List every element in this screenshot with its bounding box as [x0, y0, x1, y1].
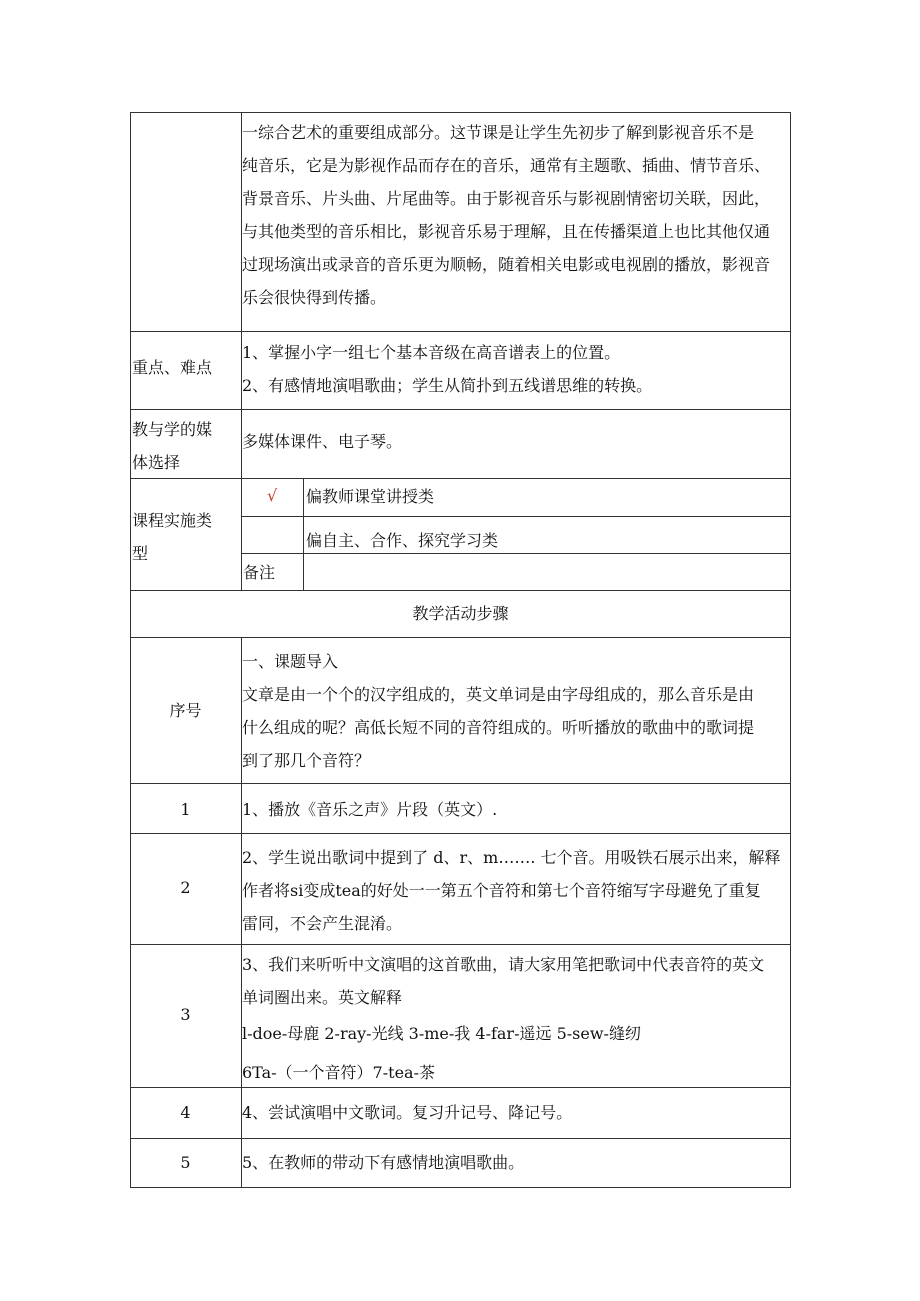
step-content: 1、播放《音乐之声》片段（英文）.	[242, 800, 498, 819]
step-content: 3、我们来听听中文演唱的这首歌曲，请大家用笔把歌词中代表音符的英文 单词圈出来。英文解释 l-doe-母鹿 2-ray-光线 3-me-我 4-far-遥远 5-sew-缝纫 6Ta-（一个音符）7-tea-茶	[242, 955, 765, 1082]
table-left-border	[130, 112, 131, 1188]
step-number: 4	[180, 1103, 191, 1122]
row-divider	[130, 1087, 791, 1088]
step-number: 1	[180, 800, 191, 819]
step-number: 2	[180, 878, 191, 897]
table-right-border	[790, 112, 791, 1188]
course-option-teacher: 偏教师课堂讲授类	[306, 487, 435, 506]
row-divider	[130, 783, 791, 784]
media-label: 教与学的媒 体选择	[132, 420, 213, 472]
lesson-intro-content: 一、课题导入 文章是由一个个的汉字组成的，英文单词是由字母组成的，那么音乐是由 什么组成的呢？高低长短不同的音符组成的。听听播放的歌曲中的歌词提 到了那几个音符？	[242, 652, 755, 770]
row-divider	[130, 637, 791, 638]
course-type-label: 课程实施类 型	[132, 511, 213, 563]
check-mark: √	[267, 486, 278, 505]
key-points-label: 重点、难点	[132, 358, 213, 377]
row-divider	[130, 409, 791, 410]
activity-header: 教学活动步骤	[412, 604, 509, 623]
step-content: 2、学生说出歌词中提到了 d、r、m……. 七个音。用吸铁石展示出来，解释 作者将si变成tea的好处一一第五个音符和第七个音符缩写字母避免了重复 雷同，不会产生混淆。	[242, 848, 781, 933]
row-divider	[130, 478, 791, 479]
table-bottom-border	[130, 1187, 791, 1188]
column-divider	[303, 478, 304, 590]
step-number: 5	[180, 1153, 191, 1172]
step-number: 3	[180, 1005, 191, 1024]
course-option-self-study: 偏自主、合作、探究学习类	[306, 531, 499, 550]
intro-paragraph: 一综合艺术的重要组成部分。这节课是让学生先初步了解到影视音乐不是 纯音乐，它是为影视作品而存在的音乐，通常有主题歌、插曲、情节音乐、 背景音乐、片头曲、片尾曲等。由于影视音乐与影视剧情密切关联，因此， 与其他类型的音乐相比，影视音乐易于理解，且在传播渠道上也比其他仅通 过现场演出或录音的音乐更为顺畅，随着相关电影或电视剧的播放，影视音 乐会很快得到传播。	[242, 123, 771, 307]
row-divider	[130, 590, 791, 591]
row-divider	[241, 516, 791, 517]
media-value: 多媒体课件、电子琴。	[242, 432, 403, 451]
table-top-border	[130, 112, 791, 113]
row-divider	[130, 331, 791, 332]
row-divider	[130, 833, 791, 834]
step-content-clip	[242, 948, 790, 1086]
key-points-content: 1、掌握小字一组七个基本音级在高音谱表上的位置。 2、有感情地演唱歌曲；学生从简扑到五线谱思维的转换。	[242, 343, 653, 395]
sequence-number-header: 序号	[169, 701, 202, 720]
row-divider	[130, 944, 791, 945]
row-divider	[130, 1138, 791, 1139]
step-content: 4、尝试演唱中文歌词。复习升记号、降记号。	[242, 1103, 573, 1122]
step-content: 5、在教师的带动下有感情地演唱歌曲。	[242, 1153, 525, 1172]
remark-label: 备注	[243, 563, 276, 582]
row-divider	[241, 553, 791, 554]
